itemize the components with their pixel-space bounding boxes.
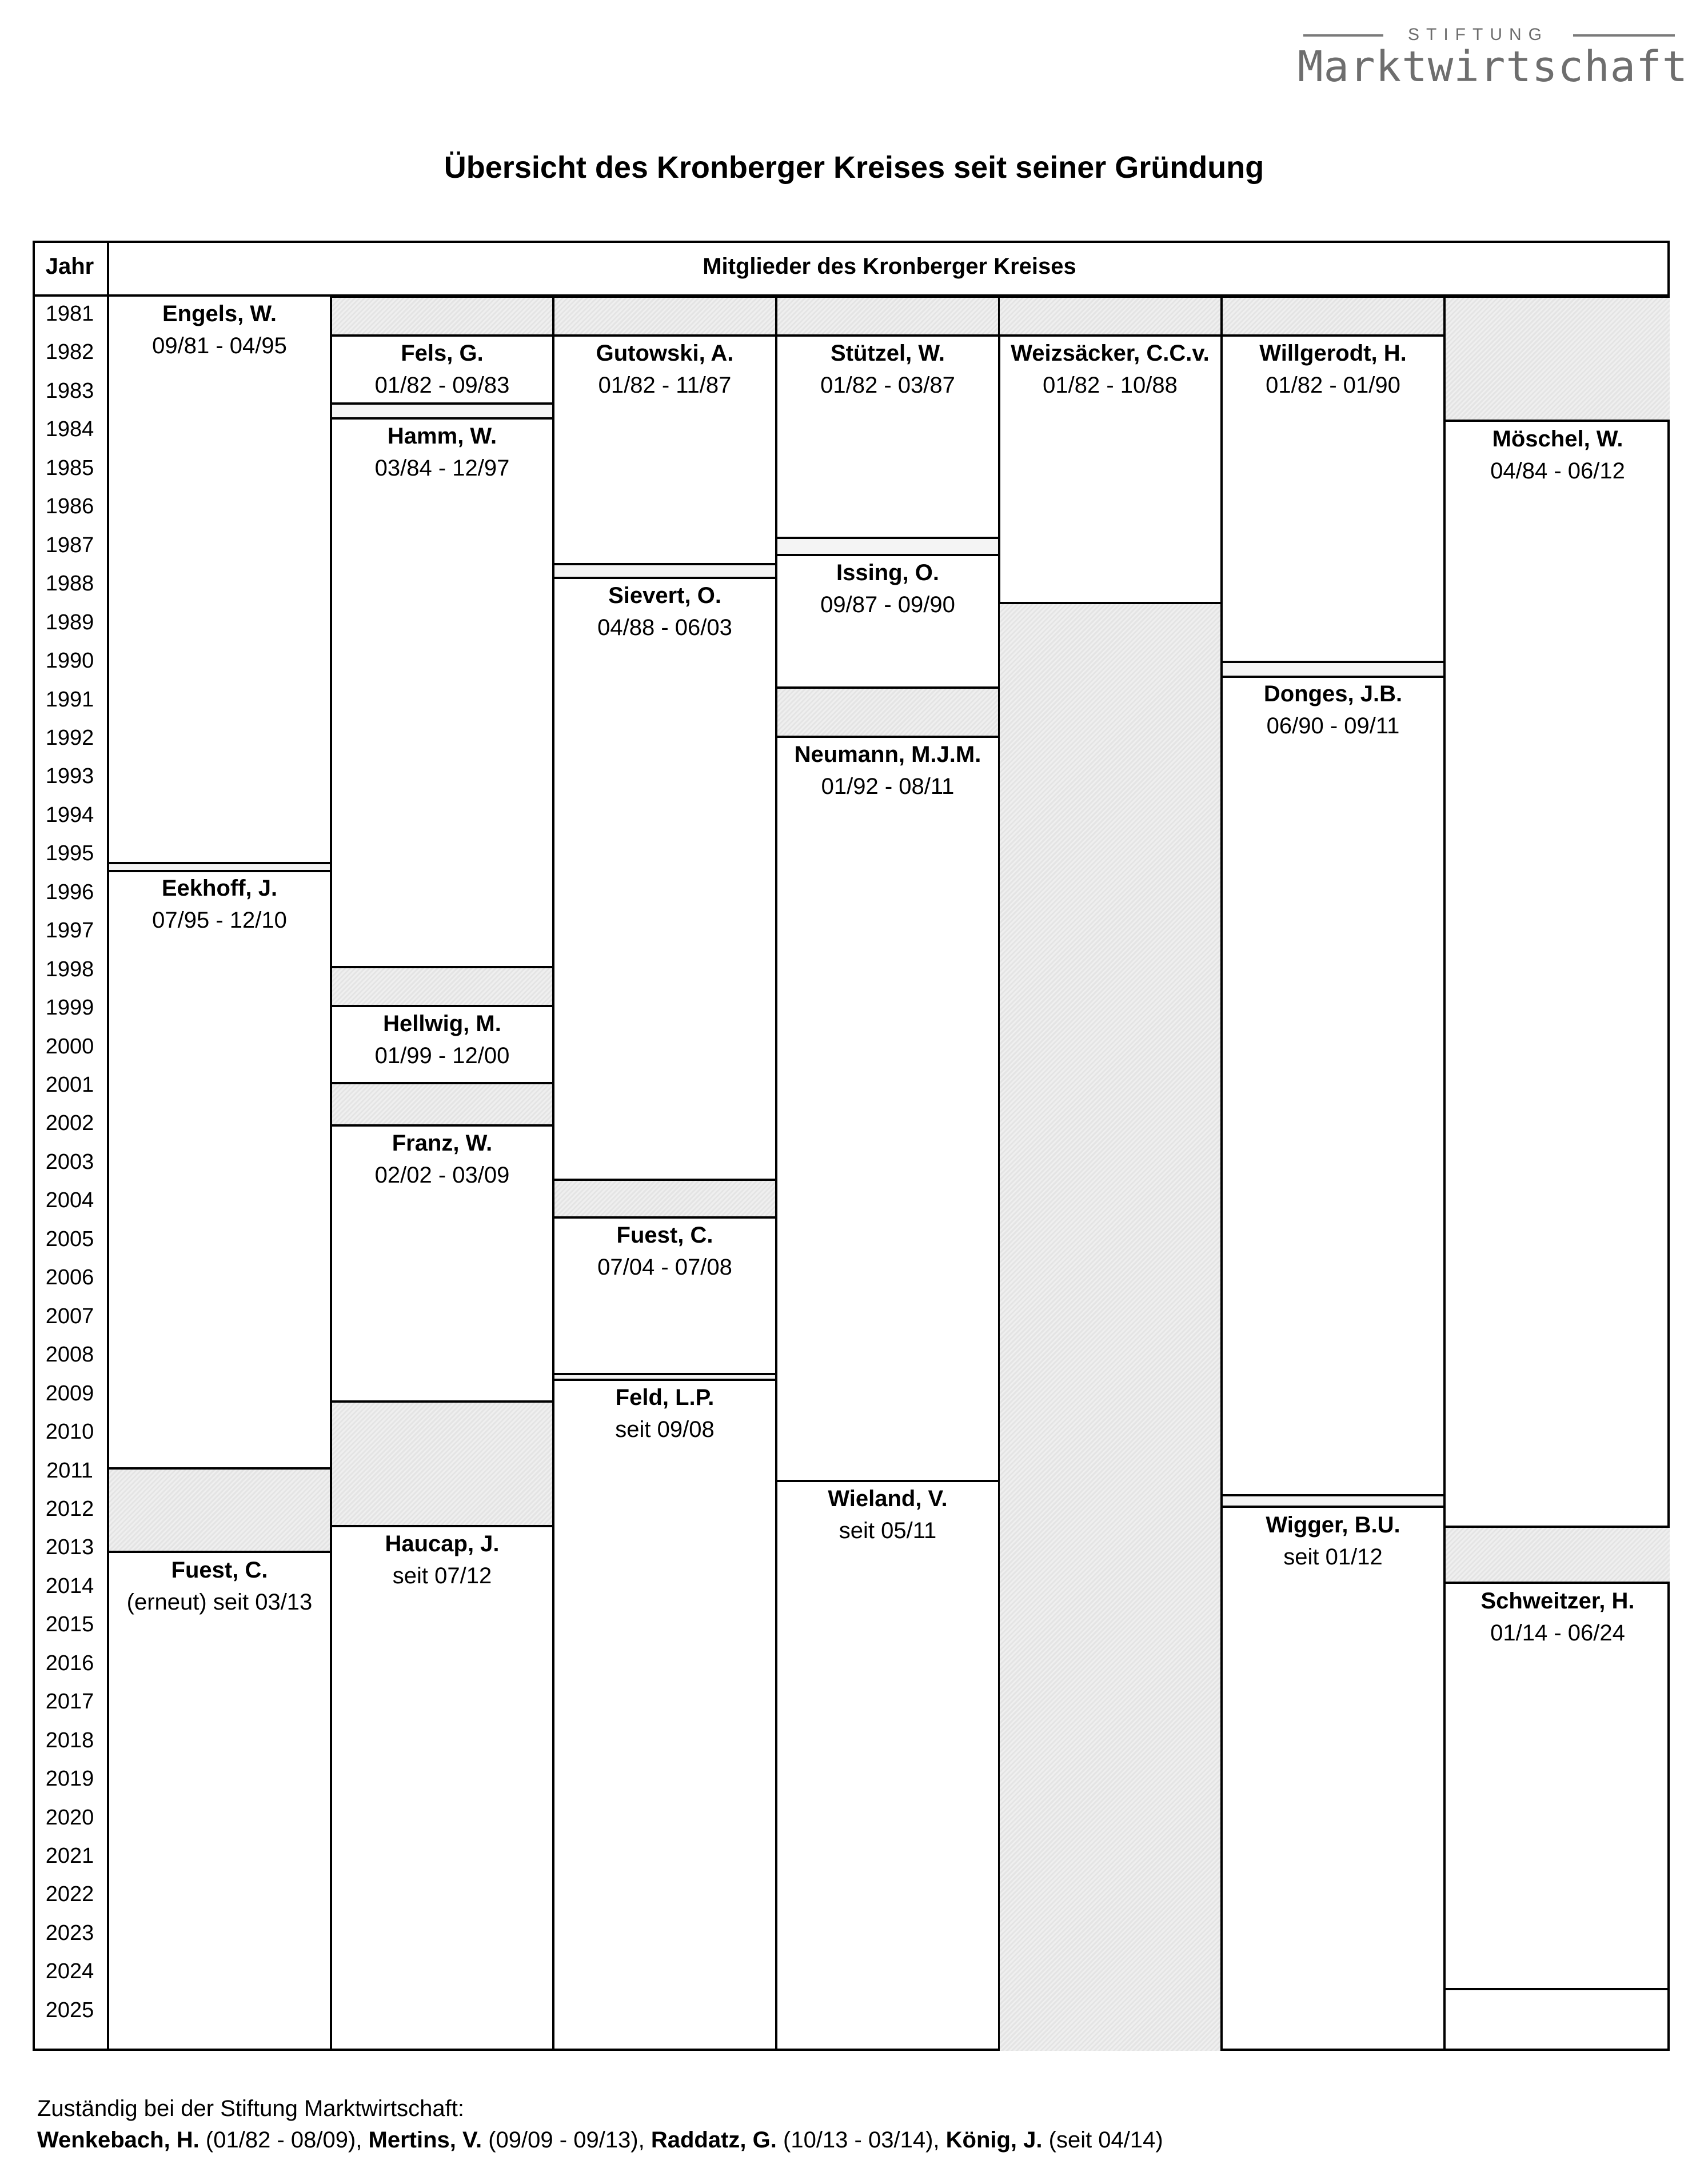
term-end-line	[777, 1480, 998, 1482]
member-dates: 04/88 - 06/03	[597, 615, 732, 640]
year-label: 1990	[45, 649, 94, 673]
member-weizsaecker	[1000, 337, 1220, 401]
member-fuest-c-erneut	[109, 1554, 330, 1618]
member-wieland	[777, 1483, 998, 1547]
vacancy-block	[332, 966, 552, 1007]
member-stuetzel	[777, 337, 998, 401]
vacancy-block	[109, 1467, 330, 1553]
member-hamm	[332, 420, 552, 484]
member-name: Haucap, J.	[385, 1531, 500, 1556]
member-dates: 01/92 - 08/11	[821, 774, 955, 799]
year-label: 2009	[45, 1382, 94, 1406]
member-name: Engels, W.	[162, 301, 277, 326]
vacancy-block	[554, 563, 775, 579]
member-dates: 09/87 - 09/90	[820, 592, 955, 617]
member-name: Hamm, W.	[387, 424, 497, 449]
footer-heading: Zuständig bei der Stiftung Marktwirtschaft:	[37, 2096, 464, 2121]
member-name: Neumann, M.J.M.	[794, 742, 981, 767]
vacancy-block	[1223, 296, 1443, 337]
member-dates: 03/84 - 12/97	[374, 456, 510, 481]
year-label: 1982	[45, 340, 94, 364]
member-dates: seit 01/12	[1283, 1544, 1383, 1570]
member-name: Sievert, O.	[608, 583, 721, 608]
member-name: Franz, W.	[392, 1131, 493, 1156]
year-label: 2011	[46, 1459, 93, 1483]
year-label: 2002	[45, 1111, 94, 1135]
vacancy-block	[1446, 296, 1670, 422]
year-label: 1993	[45, 764, 94, 788]
page-title: Übersicht des Kronberger Kreises seit seiner Gründung	[444, 150, 1264, 185]
year-label: 2001	[45, 1073, 94, 1097]
member-name: Willgerodt, H.	[1259, 341, 1407, 366]
member-hellwig	[332, 1008, 552, 1072]
member-schweitzer	[1446, 1585, 1670, 1649]
members-table	[33, 241, 1670, 2051]
year-label: 2012	[45, 1497, 94, 1521]
member-name: Issing, O.	[836, 560, 940, 585]
member-dates: 01/82 - 10/88	[1043, 373, 1178, 398]
member-dates: 07/95 - 12/10	[152, 908, 287, 933]
member-name: Hellwig, M.	[383, 1011, 501, 1036]
year-label: 2019	[45, 1767, 94, 1791]
member-name: Fuest, C.	[616, 1223, 713, 1248]
member-name: Wieland, V.	[828, 1486, 948, 1511]
member-name: Fels, G.	[401, 341, 484, 366]
year-label: 2017	[45, 1690, 94, 1714]
year-label: 2020	[45, 1806, 94, 1830]
year-label: 2018	[45, 1728, 94, 1752]
term-end-line	[1446, 1988, 1670, 1990]
member-name: Wigger, B.U.	[1266, 1512, 1400, 1538]
member-name: Stützel, W.	[831, 341, 945, 366]
staff-dates: (01/82 - 08/09),	[199, 2127, 369, 2153]
column-divider	[552, 296, 554, 2051]
year-label: 2015	[45, 1612, 94, 1636]
year-label: 1991	[45, 688, 94, 712]
year-column-divider	[107, 241, 109, 2051]
member-dates: 01/82 - 09/83	[374, 373, 510, 398]
member-issing	[777, 557, 998, 621]
member-name: Donges, J.B.	[1263, 681, 1403, 706]
vacancy-block	[332, 1082, 552, 1127]
year-label: 1999	[45, 996, 94, 1020]
year-label: 2023	[45, 1921, 94, 1945]
vacancy-block	[332, 402, 552, 420]
year-label: 1994	[45, 803, 94, 827]
members-header: Mitglieder des Kronberger Kreises	[703, 254, 1076, 279]
member-fuest-c	[554, 1219, 775, 1283]
year-label: 1984	[45, 417, 94, 441]
logo-rule-left	[1303, 34, 1383, 37]
year-label: 2016	[45, 1651, 94, 1675]
member-wigger	[1223, 1509, 1443, 1573]
year-header: Jahr	[45, 254, 94, 279]
column-divider	[1443, 296, 1446, 2051]
year-label: 2025	[45, 1998, 94, 2022]
vacancy-block	[109, 862, 330, 872]
vacancy-block	[777, 686, 998, 738]
member-neumann	[777, 738, 998, 802]
year-label: 1986	[45, 494, 94, 518]
vacancy-block	[1223, 661, 1443, 678]
year-label: 1992	[45, 726, 94, 750]
year-label: 1988	[45, 572, 94, 596]
member-feld	[554, 1382, 775, 1446]
staff-name: Mertins, V.	[368, 2127, 482, 2153]
member-haucap	[332, 1528, 552, 1592]
member-name: Möschel, W.	[1492, 426, 1623, 452]
member-name: Schweitzer, H.	[1480, 1588, 1635, 1614]
member-name: Weizsäcker, C.C.v.	[1011, 341, 1210, 366]
member-moeschel	[1446, 423, 1670, 487]
member-dates: 06/90 - 09/11	[1266, 713, 1400, 738]
member-eekhoff	[109, 872, 330, 936]
vacancy-block	[1000, 602, 1220, 2051]
member-fels	[332, 337, 552, 401]
staff-dates: (10/13 - 03/14),	[776, 2127, 946, 2153]
logo-small-text: STIFTUNG	[1408, 25, 1549, 44]
year-label: 1996	[45, 880, 94, 904]
member-engels	[109, 298, 330, 362]
vacancy-block	[554, 296, 775, 337]
year-label: 2013	[45, 1535, 94, 1559]
vacancy-block	[554, 1373, 775, 1381]
member-dates: seit 07/12	[392, 1563, 492, 1588]
year-label: 1995	[45, 841, 94, 865]
member-dates: seit 09/08	[615, 1417, 715, 1442]
year-label: 2022	[45, 1882, 94, 1906]
year-label: 2006	[45, 1265, 94, 1289]
vacancy-block	[1446, 1526, 1670, 1584]
stiftung-marktwirtschaft-logo	[1298, 23, 1689, 91]
year-label: 2003	[45, 1150, 94, 1174]
member-sievert	[554, 580, 775, 644]
member-dates: seit 05/11	[839, 1518, 937, 1543]
vacancy-block	[332, 296, 552, 337]
logo-rule-right	[1573, 34, 1675, 37]
year-label: 1983	[45, 379, 94, 403]
member-dates: 07/04 - 07/08	[597, 1255, 732, 1280]
logo-main-text: Marktwirtschaft	[1298, 42, 1689, 91]
year-label: 1998	[45, 957, 94, 981]
year-label: 2005	[45, 1227, 94, 1251]
year-label: 2021	[45, 1844, 94, 1868]
year-label: 2014	[45, 1574, 94, 1598]
staff-dates: (09/09 - 09/13),	[482, 2127, 651, 2153]
member-dates: 04/84 - 06/12	[1490, 458, 1625, 484]
vacancy-block	[777, 296, 998, 337]
member-dates: 01/82 - 03/87	[820, 373, 955, 398]
member-donges	[1223, 678, 1443, 742]
member-willgerodt	[1223, 337, 1443, 401]
year-label: 1981	[45, 302, 94, 326]
member-dates: 02/02 - 03/09	[374, 1163, 510, 1188]
member-gutowski	[554, 337, 775, 401]
year-label: 1985	[45, 456, 94, 480]
vacancy-block	[1223, 1494, 1443, 1508]
member-dates: 01/99 - 12/00	[374, 1043, 510, 1068]
member-name: Eekhoff, J.	[161, 876, 278, 901]
member-dates: 01/82 - 11/87	[598, 373, 732, 398]
staff-dates: (seit 04/14)	[1042, 2127, 1163, 2153]
staff-name: Raddatz, G.	[651, 2127, 777, 2153]
year-label: 2024	[45, 1959, 94, 1983]
member-dates: (erneut) seit 03/13	[126, 1590, 313, 1615]
member-dates: 09/81 - 04/95	[152, 333, 287, 358]
member-name: Fuest, C.	[171, 1558, 268, 1583]
vacancy-block	[332, 1400, 552, 1527]
year-label: 1997	[45, 919, 94, 943]
vacancy-block	[777, 537, 998, 556]
footer-staff-line	[37, 2127, 1163, 2153]
vacancy-block	[554, 1179, 775, 1219]
member-name: Gutowski, A.	[596, 341, 734, 366]
staff-name: König, J.	[945, 2127, 1043, 2153]
year-label: 2010	[45, 1420, 94, 1444]
member-dates: 01/82 - 01/90	[1266, 373, 1400, 398]
year-label: 2007	[45, 1304, 94, 1328]
year-label: 1987	[45, 533, 94, 557]
year-label: 1989	[45, 610, 94, 634]
staff-name: Wenkebach, H.	[37, 2127, 199, 2153]
member-franz	[332, 1127, 552, 1191]
vacancy-block	[1000, 296, 1220, 337]
member-dates: 01/14 - 06/24	[1490, 1620, 1625, 1646]
year-label: 2008	[45, 1343, 94, 1367]
column-divider	[1220, 296, 1223, 2051]
member-name: Feld, L.P.	[615, 1385, 715, 1410]
year-label: 2004	[45, 1188, 94, 1212]
year-label: 2000	[45, 1035, 94, 1059]
